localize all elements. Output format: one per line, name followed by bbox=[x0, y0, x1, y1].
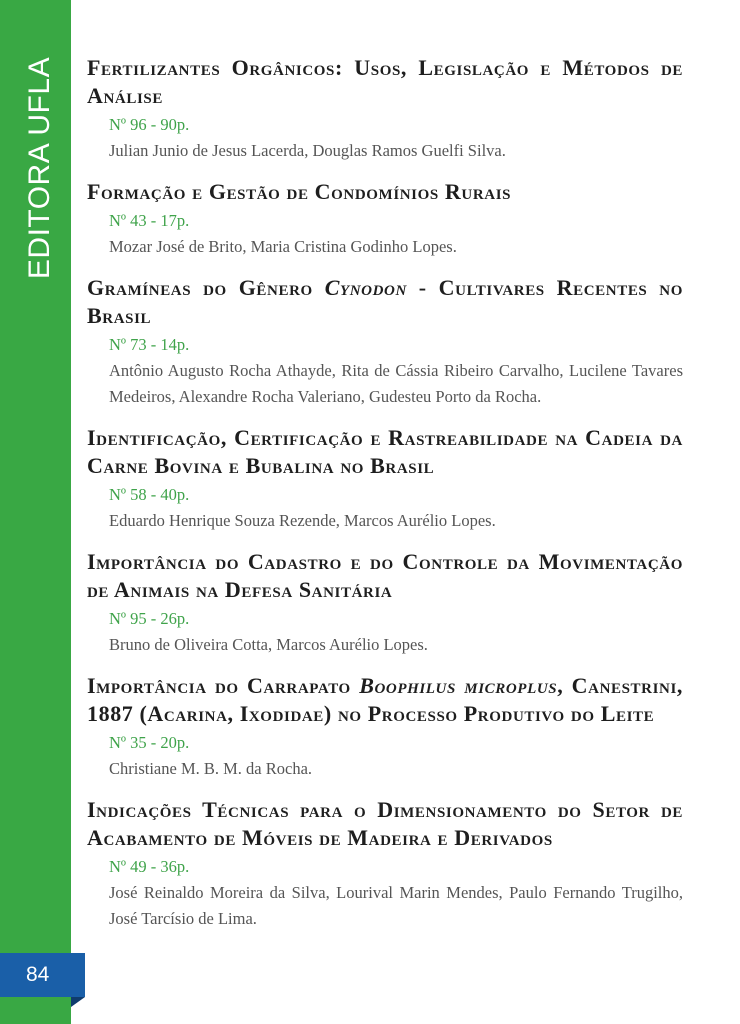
catalog-list bbox=[87, 54, 683, 946]
entry-authors: Mozar José de Brito, Maria Cristina Godinho Lopes. bbox=[109, 237, 457, 256]
entry-authors: Julian Junio de Jesus Lacerda, Douglas Ramos Guelfi Silva. bbox=[109, 141, 506, 160]
entry-number-pages: Nº 49 - 36p. bbox=[109, 857, 190, 876]
entry-title-text: Indicações Técnicas para o Dimensionamento do Setor de Acabamento de Móveis de Madeira e Derivados bbox=[87, 797, 683, 850]
catalog-entry bbox=[87, 178, 683, 260]
entry-title bbox=[87, 54, 683, 110]
entry-title-text: Importância do Carrapato bbox=[87, 673, 360, 698]
sidebar bbox=[0, 0, 71, 1024]
entry-number-pages: Nº 35 - 20p. bbox=[109, 733, 190, 752]
entry-title-text: Formação e Gestão de Condomínios Rurais bbox=[87, 179, 512, 204]
catalog-entry bbox=[87, 548, 683, 658]
entry-title-text: - Cultivares Recentes no Brasil bbox=[87, 275, 683, 328]
entry-number-pages: Nº 43 - 17p. bbox=[109, 211, 190, 230]
entry-title bbox=[87, 796, 683, 852]
entry-authors: José Reinaldo Moreira da Silva, Lourival Marin Mendes, Paulo Fernando Trugilho, José Tarcísio de Lima. bbox=[109, 883, 683, 928]
catalog-entry bbox=[87, 274, 683, 410]
catalog-entry bbox=[87, 424, 683, 534]
page-number: 84 bbox=[26, 963, 50, 986]
entry-authors: Eduardo Henrique Souza Rezende, Marcos Aurélio Lopes. bbox=[109, 511, 496, 530]
entry-authors: Christiane M. B. M. da Rocha. bbox=[109, 759, 313, 778]
entry-authors: Bruno de Oliveira Cotta, Marcos Aurélio Lopes. bbox=[109, 635, 428, 654]
catalog-entry bbox=[87, 54, 683, 164]
entry-number-pages: Nº 58 - 40p. bbox=[109, 485, 190, 504]
entry-number-pages: Nº 73 - 14p. bbox=[109, 335, 190, 354]
entry-title-text: Fertilizantes Orgânicos: Usos, Legislação e Métodos de Análise bbox=[87, 55, 683, 108]
catalog-entry bbox=[87, 672, 683, 782]
entry-number-pages: Nº 95 - 26p. bbox=[109, 609, 190, 628]
page-tab-fold bbox=[71, 997, 85, 1007]
entry-title-text: Identificação, Certificação e Rastreabilidade na Cadeia da Carne Bovina e Bubalina no Brasil bbox=[87, 425, 683, 478]
entry-title bbox=[87, 672, 683, 728]
entry-title bbox=[87, 178, 683, 206]
catalog-entry bbox=[87, 796, 683, 932]
entry-title-text: Importância do Cadastro e do Controle da Movimentação de Animais na Defesa Sanitária bbox=[87, 549, 683, 602]
publisher-name: EDITORA UFLA bbox=[23, 56, 56, 280]
entry-title-text: , Canestrini, 1887 (Acarina, Ixodidae) no Processo Produtivo do Leite bbox=[87, 673, 684, 726]
entry-title-text: Gramíneas do Gênero bbox=[87, 275, 325, 300]
entry-authors: Antônio Augusto Rocha Athayde, Rita de Cássia Ribeiro Carvalho, Lucilene Tavares Medeiros, Alexandre Rocha Valeriano, Gudesteu Porto da Rocha. bbox=[109, 361, 683, 406]
entry-title-italic: Boophilus microplus bbox=[359, 673, 558, 698]
entry-title bbox=[87, 424, 683, 480]
entry-number-pages: Nº 96 - 90p. bbox=[109, 115, 190, 134]
entry-title bbox=[87, 548, 683, 604]
entry-title bbox=[87, 274, 683, 330]
entry-title-italic: Cynodon bbox=[324, 275, 407, 300]
